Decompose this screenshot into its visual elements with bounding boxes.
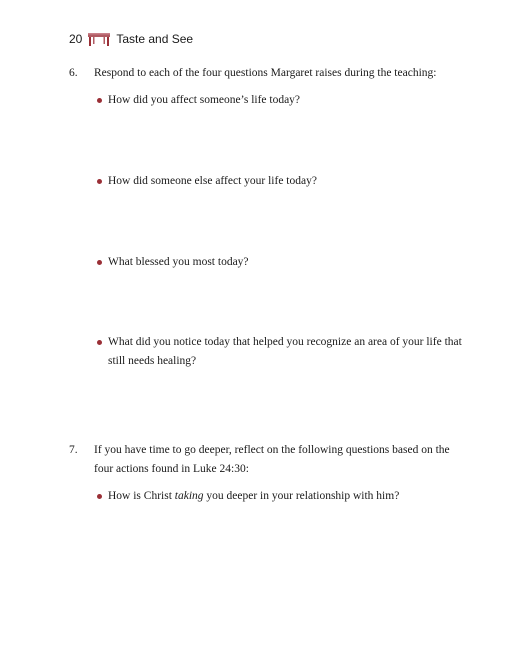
table-icon	[87, 31, 111, 47]
question-text: Respond to each of the four questions Margaret raises during the teaching:	[94, 67, 437, 79]
question-number: 7.	[69, 444, 78, 456]
bullet-text	[108, 490, 399, 502]
bullet-text: What blessed you most today?	[108, 256, 249, 268]
bullet-icon	[97, 260, 102, 265]
page-number: 20	[69, 32, 83, 46]
bullet-text: How did you affect someone’s life today?	[108, 94, 301, 106]
bullet-icon	[97, 340, 102, 345]
question-number: 6.	[69, 67, 78, 79]
question-7	[69, 441, 469, 479]
list-item	[95, 253, 478, 272]
list-item	[95, 333, 478, 371]
bullet-text: What did you notice today that helped you recognize an area of your life that still needs healing?	[108, 336, 462, 367]
list-item	[95, 487, 478, 506]
list-item	[95, 91, 478, 110]
list-item	[95, 172, 478, 191]
bullet-icon	[97, 494, 102, 499]
bullet-icon	[97, 98, 102, 103]
header-title: Taste and See	[116, 32, 194, 46]
question-text: If you have time to go deeper, reflect on the following questions based on the four actions found in Luke 24:30:	[94, 444, 450, 475]
running-header	[69, 31, 193, 47]
emphasis-word: taking	[174, 490, 204, 502]
bullet-text: How did someone else affect your life today?	[108, 175, 317, 187]
bullet-text-before: How is Christ	[108, 490, 175, 502]
question-6	[69, 64, 469, 83]
bullet-icon	[97, 179, 102, 184]
bullet-text-after: you deeper in your relationship with him?	[203, 490, 400, 502]
